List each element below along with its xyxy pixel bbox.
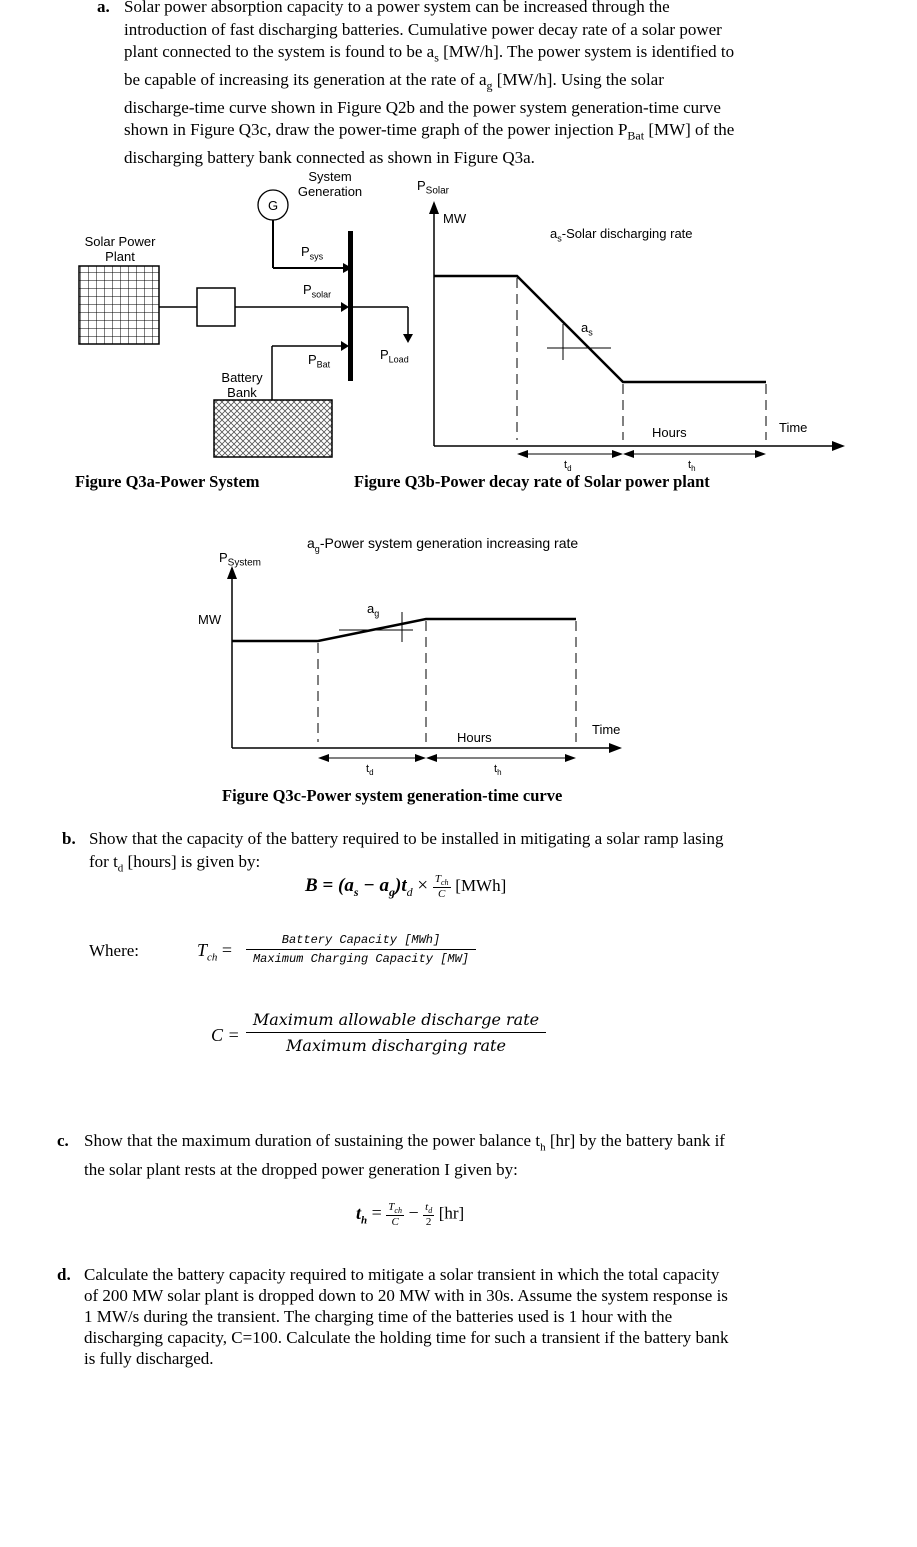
eq-minus: − [408,1202,419,1223]
eq-seg: × [412,874,429,896]
label-line: Solar Power [84,234,156,249]
t-symbol: T [197,940,208,960]
part-a-line: introduction of fast discharging batteries. Cumulative power decay rate of a solar power [124,19,722,39]
line-seg: [hours] is given by: [127,851,261,871]
part-d-line: is fully discharged. [84,1349,214,1368]
part-c-line [84,1130,844,1159]
subscript: h [540,1141,546,1154]
eq-sign: = [221,940,233,960]
eq-seg: B = (a [305,874,354,896]
subscript: s [434,50,439,65]
part-a-line-seg: shown in Figure Q3c, draw the power-time graph of the power injection P [124,120,628,140]
slope-symbol: a [367,601,375,616]
th-arrow-left [426,754,437,762]
part-a-line: discharge-time curve shown in Figure Q2b and the power system generation-time curve [124,97,721,117]
rate-symbol: a [307,535,315,551]
subscript: Bat [316,359,331,370]
slope-symbol: a [581,320,589,335]
c-denominator: Maximum discharging rate [286,1036,506,1055]
eq-unit: [MWh] [455,875,507,895]
subscript: g [314,543,320,554]
subscript: ch [440,878,449,888]
p-symbol: P [301,244,310,259]
frac-den: 2 [425,1216,432,1229]
subscript: d [428,1206,433,1216]
part-d-line: Calculate the battery capacity required to mitigate a solar transient in which the total capacity [84,1265,720,1284]
t-symbol: t [366,763,370,775]
time-label: Time [592,722,621,737]
part-d-line: of 200 MW solar plant is dropped down to 20 MW with in 30s. Assume the system response is [84,1286,728,1305]
generation-slope-label [367,601,379,622]
p-symbol: P [303,282,312,297]
part-b-line: Show that the capacity of the battery required to be installed in mitigating a solar ramp lasing [89,829,724,848]
t-symbol: t [494,763,498,775]
frac-num [423,1201,434,1216]
subscript: g [389,884,396,899]
subscript: solar [311,289,332,300]
subscript: h [497,768,502,778]
rate-text: -Solar discharging rate [561,226,693,241]
subscript: Bat [627,128,645,143]
p-symbol: P [380,347,389,362]
part-a-line-seg: plant connected to the system is found to be a [124,42,435,61]
p-symbol: P [417,178,426,193]
frac-num-text: T [434,873,441,885]
hours-label: Hours [652,425,687,440]
part-b-marker: b. [62,829,76,848]
subscript: d [567,464,572,474]
subscript: s [557,233,562,244]
subscript: Solar [425,185,450,197]
th-symbol [356,1202,368,1227]
subscript: System [227,557,262,569]
part-a-line-seg: be capable of increasing its generation at the rate of a [124,69,487,89]
figure-q3a-caption: Figure Q3a-Power System [75,472,260,491]
td-label [366,762,374,780]
td-arrow-right [415,754,426,762]
part-a-line-seg: [MW/h]. The power system is identified to [443,42,735,61]
part-c-marker: c. [57,1131,69,1150]
part-d-text [84,1264,844,1369]
label-line: Battery [221,370,263,385]
figure-q3b-caption: Figure Q3b-Power decay rate of Solar power plant [354,472,710,491]
subscript: d [369,768,374,778]
part-a-line-seg: [MW/h]. Using the solar [496,69,664,89]
part-d-marker: d. [57,1265,71,1284]
tch-fraction [246,933,476,966]
generator-label: G [267,198,279,213]
rate-text: -Power system generation increasing rate [319,535,579,551]
part-c-text [84,1130,844,1181]
frac-num [433,873,451,888]
subscript: sys [309,251,324,262]
p-system-axis-label [219,550,261,571]
td-arrow-left [318,754,329,762]
line-seg: Show that the maximum duration of sustaining the power balance t [84,1131,541,1150]
eq-unit: [hr] [438,1203,465,1223]
subscript: h [691,464,696,474]
tch-over-c-fraction [386,1201,404,1228]
rate-symbol: a [550,226,558,241]
time-label: Time [779,420,808,435]
p-symbol: P [308,352,317,367]
subscript: s [353,884,359,899]
subscript: d [406,884,413,899]
frac-den: C [391,1216,399,1229]
t-symbol: t [564,459,568,471]
subscript: ch [207,951,218,964]
th-arrow-right [565,754,576,762]
frac-num-text: T [388,1201,395,1213]
label-line: Plant [105,249,135,264]
part-a-line-seg: [MW] of the [648,120,735,140]
figure-q3c-caption: Figure Q3c-Power system generation-time curve [222,786,563,805]
hours-label: Hours [457,730,492,745]
c-symbol: C = [211,1025,240,1045]
eq-seg: )t [395,874,407,896]
frac-num-text: t [425,1201,429,1213]
th-label [494,762,502,780]
tch-symbol [197,940,232,964]
part-a-marker: a. [97,0,110,16]
line-seg: [hr] by the battery bank if [549,1131,725,1150]
label-line: Bank [227,385,257,400]
p-symbol: P [219,550,228,565]
subscript: ch [394,1206,402,1216]
part-a-line: Solar power absorption capacity to a power system can be increased through the [124,0,670,16]
x-axis-arrow [609,743,622,753]
holding-time-equation [356,1201,464,1228]
eq-seg: − a [358,874,390,896]
subscript: g [486,78,493,93]
eq-sign: = [371,1202,382,1223]
frac-num [386,1201,404,1216]
tch-numerator: Battery Capacity [MWh] [246,933,476,950]
c-fraction [246,1010,546,1055]
subscript: Load [388,354,409,365]
battery-capacity-equation [305,873,506,900]
generation-rate-label [307,536,578,557]
subscript: h [361,1214,368,1227]
subscript: d [117,861,124,874]
t-symbol: t [356,1202,362,1223]
t-symbol: t [688,459,692,471]
tch-denominator: Maximum Charging Capacity [MW] [252,952,470,966]
label-line: System [308,169,352,184]
td-over-2-fraction [423,1201,434,1228]
frac-den: C [438,888,446,901]
where-label: Where: [89,941,140,960]
label-line: Generation [297,184,363,199]
part-d-line: discharging capacity, C=100. Calculate the holding time for such a transient if the battery bank [84,1328,729,1347]
mw-unit-label: MW [443,211,467,226]
part-a-line: discharging battery bank connected as shown in Figure Q3a. [124,148,535,168]
part-c-line: the solar plant rests at the dropped power generation I given by: [84,1159,518,1179]
subscript: s [588,327,593,338]
part-b-text [89,828,849,879]
line-seg: for t [89,851,118,871]
mw-unit-label: MW [198,612,222,627]
part-d-line: 1 MW/s during the transient. The charging time of the batteries used is 1 hour with the [84,1307,673,1326]
subscript: g [374,608,380,619]
tch-over-c-fraction [433,873,451,900]
c-numerator: Maximum allowable discharge rate [246,1010,546,1033]
